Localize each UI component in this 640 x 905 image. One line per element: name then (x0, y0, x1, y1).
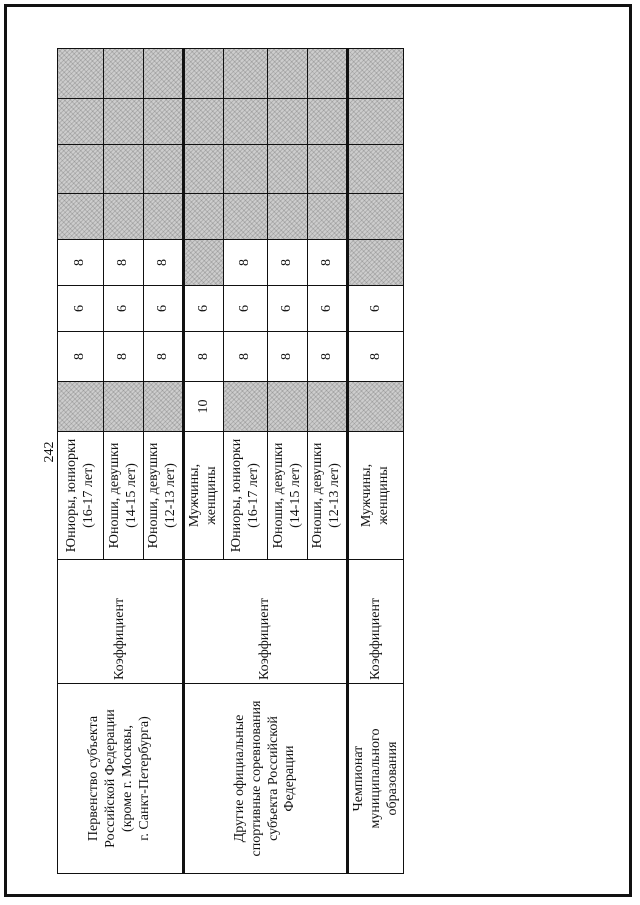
table-body (58, 49, 404, 874)
coefficient-value-cell: 6 (268, 286, 308, 332)
shaded-value-cell (308, 194, 348, 240)
age-group-cell (58, 432, 104, 560)
shaded-value-cell (58, 99, 104, 145)
shaded-value-cell (308, 382, 348, 432)
shaded-value-cell (268, 99, 308, 145)
coefficient-value-cell: 8 (104, 332, 144, 382)
coefficient-value-cell: 10 (184, 382, 224, 432)
coefficient-value-cell: 8 (308, 240, 348, 286)
age-group-cell (268, 432, 308, 560)
age-group-cell (348, 432, 404, 560)
shaded-value-cell (104, 99, 144, 145)
shaded-value-cell (348, 145, 404, 194)
text-line: Мужчины, женщины (187, 463, 219, 528)
coefficient-value-cell: 8 (144, 332, 184, 382)
shaded-value-cell (144, 49, 184, 99)
table-row (58, 49, 104, 874)
shaded-value-cell (144, 99, 184, 145)
shaded-value-cell (348, 194, 404, 240)
shaded-value-cell (224, 145, 268, 194)
shaded-value-cell (58, 145, 104, 194)
table-row (348, 49, 404, 874)
text-line: Чемпионат (351, 745, 366, 812)
shaded-value-cell (224, 382, 268, 432)
coefficient-table (57, 48, 404, 874)
shaded-value-cell (308, 99, 348, 145)
shaded-value-cell (348, 49, 404, 99)
coefficient-value-cell: 6 (58, 286, 104, 332)
age-group-cell (144, 432, 184, 560)
text-line: (16-17 лет) (245, 463, 261, 528)
shaded-value-cell (58, 49, 104, 99)
text-line: Федерации (282, 745, 298, 812)
coefficient-label-cell: Коэффициент (348, 560, 404, 684)
coefficient-value-cell: 8 (58, 240, 104, 286)
age-group-cell (308, 432, 348, 560)
text-line: (14-15 лет) (123, 463, 139, 528)
text-line: (14-15 лет) (287, 463, 303, 528)
competition-category-cell (184, 684, 348, 874)
shaded-value-cell (348, 240, 404, 286)
shaded-value-cell (104, 49, 144, 99)
coefficient-value-cell: 6 (104, 286, 144, 332)
coefficient-value-cell: 8 (104, 240, 144, 286)
text-line: Другие официальные (231, 714, 247, 843)
text-line: Юноши, девушки (270, 442, 286, 549)
text-line: Российской Федерации (103, 709, 119, 848)
coefficient-value-cell: 8 (224, 240, 268, 286)
coefficient-value-cell: 6 (348, 286, 404, 332)
shaded-value-cell (224, 194, 268, 240)
text-line: Юноши, девушки (310, 442, 326, 549)
text-line: образования (384, 741, 400, 816)
shaded-value-cell (308, 49, 348, 99)
coefficient-label-cell: Коэффициент (184, 560, 348, 684)
text-line: Юноши, девушки (146, 442, 162, 549)
age-group-cell (224, 432, 268, 560)
text-line: (кроме г. Москвы, (120, 725, 135, 832)
text-line: Юноши, девушки (106, 442, 122, 549)
text-line: (16-17 лет) (80, 463, 96, 528)
coefficient-value-cell: 8 (184, 332, 224, 382)
coefficient-value-cell: 6 (224, 286, 268, 332)
shaded-value-cell (144, 382, 184, 432)
age-group-cell (184, 432, 224, 560)
text-line: муниципального (367, 728, 383, 829)
text-line: Первенство субъекта (86, 715, 102, 842)
shaded-value-cell (144, 194, 184, 240)
shaded-value-cell (104, 194, 144, 240)
coefficient-label-cell: Коэффициент (58, 560, 184, 684)
shaded-value-cell (268, 145, 308, 194)
shaded-value-cell (308, 145, 348, 194)
shaded-value-cell (268, 382, 308, 432)
competition-category-cell (348, 684, 404, 874)
text-line: г. Санкт-Петербурга) (136, 716, 152, 841)
coefficient-value-cell: 8 (58, 332, 104, 382)
shaded-value-cell (184, 194, 224, 240)
shaded-value-cell (184, 240, 224, 286)
text-line: Юниоры, юниорки (63, 438, 79, 553)
competition-category-cell (58, 684, 184, 874)
text-line: субъекта Российской (265, 716, 281, 841)
coefficient-value-cell: 8 (224, 332, 268, 382)
shaded-value-cell (268, 49, 308, 99)
shaded-value-cell (348, 382, 404, 432)
coefficient-value-cell: 8 (308, 332, 348, 382)
shaded-value-cell (224, 99, 268, 145)
table-row (184, 49, 224, 874)
text-line: Юниоры, юниорки (228, 438, 244, 553)
coefficient-value-cell: 6 (144, 286, 184, 332)
shaded-value-cell (224, 49, 268, 99)
rotated-table-container (57, 49, 400, 874)
shaded-value-cell (184, 145, 224, 194)
shaded-value-cell (144, 145, 184, 194)
coefficient-value-cell: 8 (144, 240, 184, 286)
coefficient-value-cell: 6 (184, 286, 224, 332)
age-group-cell (104, 432, 144, 560)
shaded-value-cell (58, 194, 104, 240)
shaded-value-cell (268, 194, 308, 240)
coefficient-value-cell: 8 (348, 332, 404, 382)
shaded-value-cell (184, 49, 224, 99)
coefficient-value-cell: 6 (308, 286, 348, 332)
coefficient-value-cell: 8 (268, 332, 308, 382)
shaded-value-cell (104, 382, 144, 432)
coefficient-value-cell: 8 (268, 240, 308, 286)
text-line: спортивные соревнования (248, 700, 264, 857)
shaded-value-cell (348, 99, 404, 145)
text-line: Мужчины, женщины (359, 463, 392, 528)
page-number: 242 (42, 441, 57, 463)
shaded-value-cell (184, 99, 224, 145)
text-line: (12-13 лет) (327, 463, 342, 528)
shaded-value-cell (104, 145, 144, 194)
text-line: (12-13 лет) (163, 463, 178, 528)
shaded-value-cell (58, 382, 104, 432)
